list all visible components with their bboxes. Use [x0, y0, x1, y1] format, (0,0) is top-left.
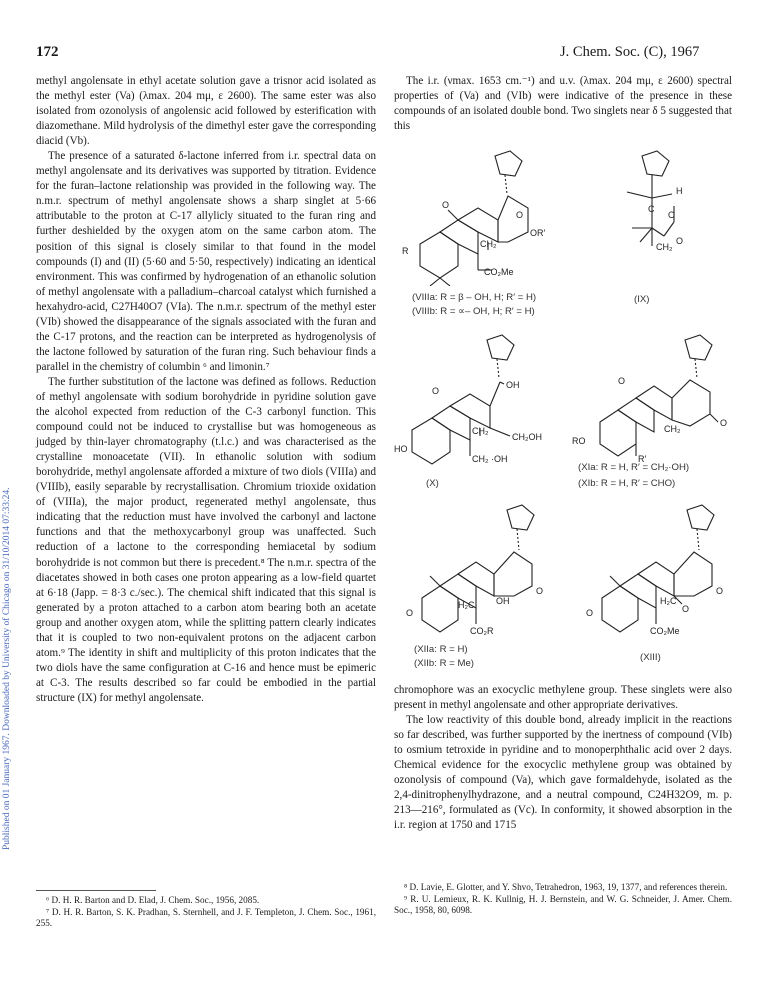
footnote: ⁹ R. U. Lemieux, R. K. Kullnig, H. J. Bernstein, and W. G. Schneider, J. Amer. Chem. Soc., 1958, 80, 6098.	[394, 893, 732, 916]
paragraph: The low reactivity of this double bond, already implicit in the reactions so far described, was further supported by the inertness of compound (VIb) to osmium tetroxide in pyridine and to monoperphthalic acid over 2 days. Chemical evidence for the exocyclic methylene group was obtained by ozonolysis of compound (Va), which gave formaldehyde, isolated as the 2,4-dinitrophenylhydrazone, and a neutral compound, C24H32O9, m. p. 213—216°, formulated as (Vc). In conformity, it showed absorption in the i.r. region at 1750 and 1715	[394, 714, 732, 832]
caption-x: (X)	[426, 478, 439, 489]
download-sidebar	[2, 150, 16, 850]
caption-xiii: (XIII)	[640, 652, 661, 663]
ring-d	[674, 552, 712, 596]
footnotes-left	[36, 895, 376, 930]
right-column-bottom	[394, 683, 732, 833]
oxygen-label: O	[586, 608, 594, 618]
co2r-label: CO₂R	[470, 626, 494, 636]
oxygen-label: O	[406, 608, 414, 618]
furan-ring	[685, 335, 712, 360]
ring-d	[672, 380, 710, 426]
ch2-label: CH₂	[656, 242, 673, 252]
footnote: ⁶ D. H. R. Barton and D. Elad, J. Chem. Soc., 1956, 2085.	[46, 895, 260, 905]
h2c-label: H₂C	[660, 596, 677, 606]
ch2-oh-label: CH₂ ·OH	[472, 454, 508, 464]
furan-ring	[507, 505, 534, 530]
ro-label: RO	[572, 436, 586, 446]
ring-d	[494, 552, 532, 596]
oxygen-label: O	[618, 376, 626, 386]
oxygen-label: O	[516, 210, 524, 220]
or-prime-label: OR′	[530, 228, 546, 238]
footnote: ⁷ D. H. R. Barton, S. K. Pradhan, S. Sternhell, and J. F. Templeton, J. Chem. Soc., 1961, 255.	[36, 906, 376, 929]
caption-xiib: (XIIb: R = Me)	[414, 658, 474, 669]
right-column-top	[394, 74, 732, 134]
footnotes-right	[394, 882, 732, 917]
oxygen-label: O	[682, 604, 690, 614]
structure-xiii	[582, 500, 742, 640]
footnote-rule	[36, 890, 156, 891]
ring-d	[498, 196, 528, 242]
journal-header: J. Chem. Soc. (C), 1967	[560, 44, 700, 60]
left-column	[36, 74, 376, 706]
paragraph: chromophore was an exocyclic methylene group. These singlets were also present in methyl angolensate and other appropriate derivatives.	[394, 684, 732, 712]
ch2-label: CH₂	[472, 426, 489, 436]
r-prime-label: R′	[638, 454, 647, 462]
oxygen-label: O	[442, 200, 450, 210]
furan-ring	[687, 505, 714, 530]
structure-viii	[400, 146, 600, 286]
oh-label: OH	[496, 596, 510, 606]
oxygen-label: O	[432, 386, 440, 396]
furan-ring	[487, 335, 514, 360]
paragraph: The further substitution of the lactone was defined as follows. Reduction of methyl angolensate with sodium borohydride in pyridine solution gave the alcohol expected from reduction of the C-3 carbonyl function. This compound could not be induced to crystallise but was homogeneous as judged by thin-layer chromatography (t.l.c.) and was characterised as the crystalline monoacetate (VII). In ethanolic solution with sodium borohydride, methyl angolensate afforded a mixture of two diols (VIIIa) and (VIIIb), easily separable by recrystallisation. Chromium trioxide oxidation of (VIIIa), the major product, regenerated methyl angolensate, thus indicating that the reduction must have involved the carbonyl and lactone functions and that the methoxycarbonyl group was unaffected. Such reduction of a lactone to the corresponding hemiacetal by sodium borohydride is not common but there is precedent.⁸ The n.m.r. spectra of the diacetates showed in both cases one proton appearing as a low-field quartet at 6·18 (Japp. = 8·3 c./sec.). The chemical shift indicated that this signal is generated by a proton attached to a carbon atom bearing both an acetate group and another oxygen atom, while the splitting pattern clearly indicates that it is coupled to two non-equivalent protons on the adjacent carbon atom.⁹ The identity in shift and multiplicity of this proton indicates that the two diols have the same configuration at C-16 and hence must be epimeric at C-3. The results described so far could be embodied in the partial structure (IX) for methyl angolensate.	[36, 375, 376, 704]
ring-a	[412, 418, 450, 464]
paragraph: The i.r. (νmax. 1653 cm.⁻¹) and u.v. (λmax. 204 mμ, ε 2600) spectral properties of (Va) and (VIb) were indicative of the presence in these compounds of an isolated double bond. Two singlets near δ 5 suggested that this	[394, 75, 732, 133]
ring-a	[422, 586, 458, 632]
paragraph: The presence of a saturated δ-lactone inferred from i.r. spectral data on methyl angolensate and its derivatives was supported by titration. Evidence for the furan–lactone relationship was provided in the following way. The n.m.r. spectrum of methyl angolensate shows a sharp singlet at 5·66 attributable to the proton at C-17 allylicly situated to the furan ring and further deshielded by the oxygen atom on the same carbon atom. The position of this signal is closely similar to that found in the model compounds (I) and (II) (5·60 and 5·50, respectively) indicating an identical environment. This was confirmed by hydrogenation of an ethanolic solution of methyl angolensate with a palladium–charcoal catalyst which furnished a hexahydro-acid, C27H40O7 (VIa). The n.m.r. spectrum of the methyl ester (VIb) showed the disappearance of the signals associated with the furan and the C-17 protons, and the reaction can be interpreted as hydrogenolysis of the lactone followed by saturation of the furan ring. Such behaviour finds a parallel in the chemistry of columbin ⁶ and limonin.⁷	[36, 150, 376, 373]
c-label: C	[648, 204, 655, 214]
furan-ring	[642, 151, 669, 176]
ch2-label: CH₂	[480, 239, 497, 249]
footnote: ⁸ D. Lavie, E. Glotter, and Y. Shvo, Tetrahedron, 1963, 19, 1377, and references therein.	[404, 882, 728, 892]
ring-b	[440, 220, 478, 254]
caption-viiia: (VIIIa: R = β – OH, H; R′ = H)	[412, 292, 537, 303]
structure-x	[392, 332, 592, 472]
ring-a	[602, 586, 638, 632]
structure-xi	[570, 332, 740, 462]
ch2-label: CH₂	[664, 424, 681, 434]
ch2oh-label: CH₂OH	[512, 432, 542, 442]
paragraph: methyl angolensate in ethyl acetate solution gave a trisnor acid isolated as the methyl ester (Va) (λmax. 204 mμ, ε 2600). The same ester was also isolated from ozonolysis of angolensic acid followed by esterification with diazomethane. Mild hydrolysis of the dimethyl ester gave the corresponding diacid (Vb).	[36, 75, 376, 148]
caption-viiib: (VIIIb: R = ∝– OH, H; R′ = H)	[412, 306, 535, 317]
structure-ix	[612, 146, 712, 276]
oh-label: OH	[506, 380, 520, 390]
h-label: H	[676, 186, 683, 196]
ring-a	[420, 232, 458, 278]
oxygen-label: O	[536, 586, 544, 596]
co2me-label: CO₂Me	[484, 267, 514, 277]
oxygen-label: O	[716, 586, 724, 596]
oxygen-label: O	[668, 210, 676, 220]
caption-xib: (XIb: R = H, R′ = CHO)	[578, 478, 676, 489]
structure-xii	[402, 500, 582, 640]
h2c-label: H₂C	[458, 600, 475, 610]
caption-xiia: (XIIa: R = H)	[414, 644, 468, 655]
ring-a	[600, 410, 636, 456]
ring-b	[432, 406, 470, 440]
co2me-label: CO₂Me	[650, 626, 680, 636]
furan-ring	[495, 151, 522, 176]
page-number: 172	[36, 44, 59, 60]
oxygen-label: O	[676, 236, 684, 246]
r-label: R	[402, 246, 409, 256]
oxygen-label: O	[720, 418, 728, 428]
ho-label: HO	[394, 444, 408, 454]
caption-ix: (IX)	[634, 294, 650, 305]
caption-xia: (XIa: R = H, R′ = CH₂·OH)	[578, 462, 690, 473]
sidebar-text[interactable]: Published on 01 January 1967. Downloaded by University of Chicago on 31/10/2014 07:33:24.	[2, 487, 12, 850]
